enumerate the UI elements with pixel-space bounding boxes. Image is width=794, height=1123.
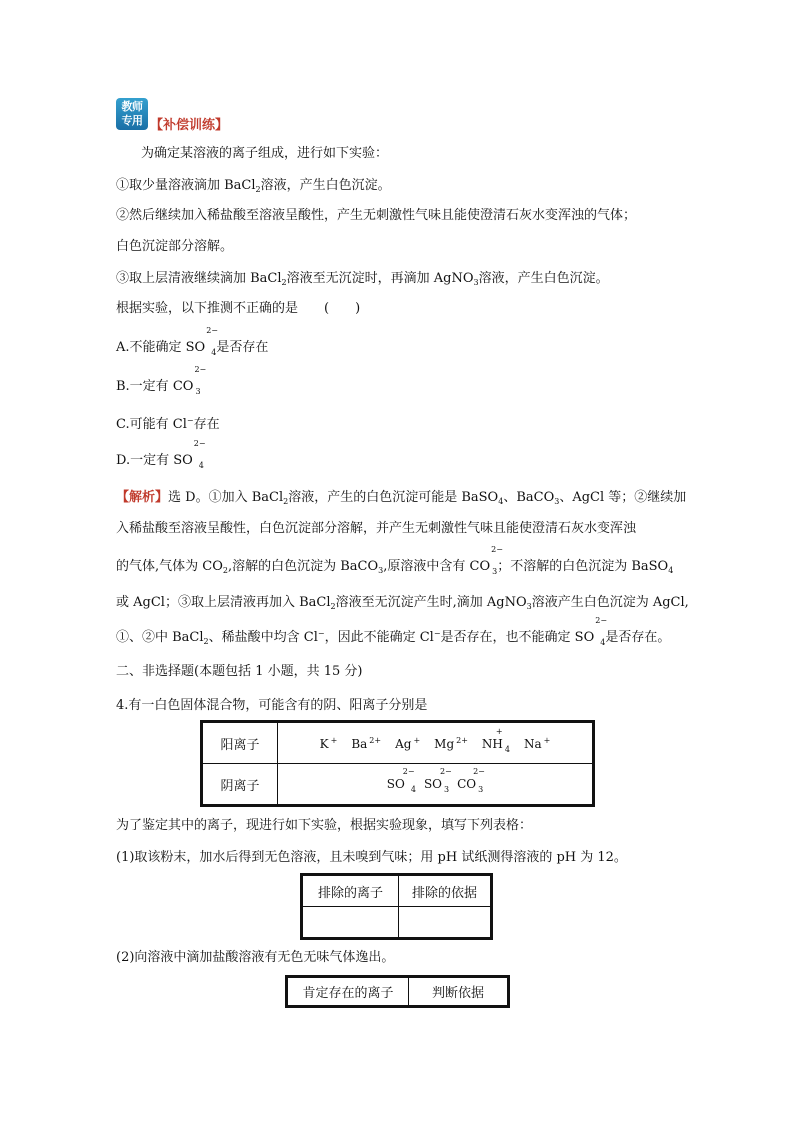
ion-table: [200, 720, 595, 807]
cation-ion: K +: [319, 735, 338, 751]
confirmed-ions-header: 肯定存在的离子: [287, 977, 409, 1007]
analysis-line-3: 的气体,气体为 $CO_2$,溶解的白色沉淀为 BaCO$_3$,原溶液中含有 CO 2− $_3$；不溶解的白色沉淀为 BaSO$_4$: [116, 545, 674, 576]
exclusion-basis-cell[interactable]: [399, 907, 492, 939]
step-2-line-1: ②然后继续加入稀盐酸至溶液呈酸性，产生无刺激性气味且能使澄清石灰水变浑浊的气体；: [116, 208, 637, 223]
anion-ion: SO $_3$ 2−: [423, 767, 452, 794]
analysis-line-1: 【解析】选 D。①加入 BaCl$_2$溶液，产生的白色沉淀可能是 BaSO$_4$、BaCO$_3$、AgCl 等；②继续加: [116, 490, 687, 506]
step-1: ①取少量溶液滴加 BaCl$_2$溶液，产生白色沉淀。: [116, 178, 391, 194]
cation-label: 阳离子: [202, 722, 278, 764]
analysis-line-4: 或 AgCl；③取上层清液再加入 BaCl$_2$溶液至无沉淀产生时,滴加 AgNO$_3$溶液产生白色沉淀为 AgCl,: [116, 595, 689, 611]
exclusion-basis-header: 排除的依据: [399, 875, 492, 907]
cation-list: [278, 722, 594, 764]
exclusion-table: [300, 873, 493, 940]
anion-ion: SO $_4$ 2−: [386, 767, 416, 794]
question-4-part-1: (1)取该粉末，加水后得到无色溶液，且未嗅到气味；用 pH 试纸测得溶液的 pH 为 12。: [116, 850, 627, 865]
judgment-basis-header: 判断依据: [409, 977, 509, 1007]
option-c[interactable]: C.可能有 Cl−存在: [116, 416, 220, 432]
question-4-part-2: (2)向溶液中滴加盐酸溶液有无色无味气体逸出。: [116, 950, 395, 965]
part-2-heading: 二、非选择题(本题包括 1 小题，共 15 分): [116, 664, 363, 679]
cation-row: [202, 722, 594, 764]
excluded-ions-header: 排除的离子: [302, 875, 399, 907]
confirmation-table: [285, 975, 510, 1008]
cation-ion: Ba $^{2+}$: [351, 735, 382, 751]
option-b[interactable]: B.一定有 CO 2− $_3$: [116, 365, 207, 396]
anion-list: [278, 764, 594, 806]
intro-text: 为确定某溶液的离子组成，进行如下实验：: [141, 146, 389, 161]
anion-ion: CO $_3$ 2−: [457, 767, 485, 794]
option-a[interactable]: A.不能确定 SO 2− $_4$是否存在: [116, 326, 269, 357]
anion-row: [202, 764, 594, 806]
cation-ion: Na +: [523, 735, 551, 751]
step-3: ③取上层清液继续滴加 BaCl$_2$溶液至无沉淀时，再滴加 AgNO$_3$溶液，产生白色沉淀。: [116, 271, 609, 287]
teacher-only-badge: 教师 专用: [116, 98, 148, 130]
option-d[interactable]: D.一定有 SO 2− $_4$: [116, 439, 206, 470]
analysis-line-2: 入稀盐酸至溶液呈酸性，白色沉淀部分溶解，并产生无刺激性气味且能使澄清石灰水变浑浊: [116, 521, 637, 536]
anion-label: 阴离子: [202, 764, 278, 806]
cation-ion: NH $_4$ +: [481, 726, 510, 754]
analysis-line-5: ①、②中 BaCl$_2$、稀盐酸中均含 Cl−，因此不能确定 Cl−是否存在，也不能确定 SO 2− $_4$是否存在。: [116, 616, 671, 647]
excluded-ions-cell[interactable]: [302, 907, 399, 939]
question-4-intro: 4.有一白色固体混合物，可能含有的阴、阳离子分别是: [116, 698, 428, 713]
step-2-line-2: 白色沉淀部分溶解。: [116, 239, 234, 254]
question-text: 根据实验，以下推测不正确的是 ( ): [116, 301, 361, 316]
cation-ion: Ag +: [395, 735, 421, 751]
section-title: 【补偿训练】: [150, 118, 229, 133]
question-4-instruction: 为了鉴定其中的离子，现进行如下实验，根据实验现象，填写下列表格：: [116, 818, 533, 833]
cation-ion: Mg $^{2+}$: [434, 735, 468, 751]
